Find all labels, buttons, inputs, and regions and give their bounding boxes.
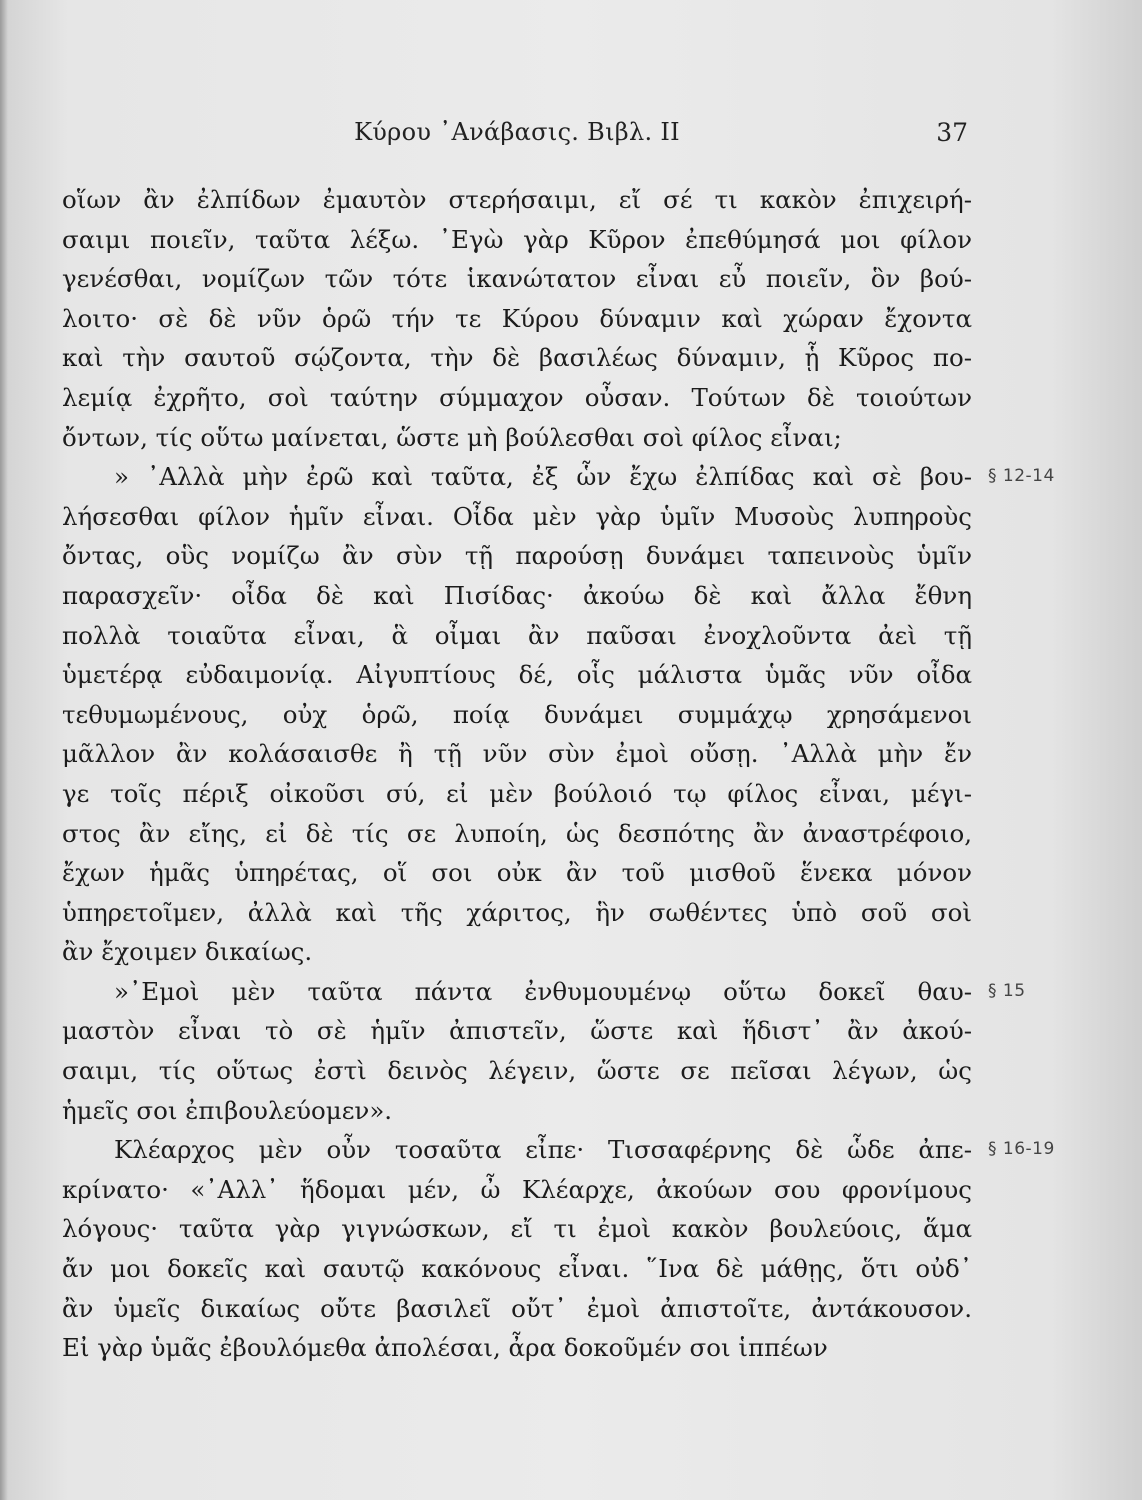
text-line: λοιτο· σὲ δὲ νῦν ὁρῶ τήν τε Κύρου δύναμιν καὶ χώραν ἔχοντα bbox=[62, 303, 972, 333]
text-line: ἂν ὑμεῖς δικαίως οὔτε βασιλεῖ οὔτ᾿ ἐμοὶ ἀπιστοῖτε, ἀντάκουσον. bbox=[62, 1293, 972, 1323]
text-line: ἄν μοι δοκεῖς καὶ σαυτῷ κακόνους εἶναι. ῞Ινα δὲ μάθῃς, ὅτι οὐδ᾿ bbox=[62, 1254, 972, 1284]
text-line: ἔχων ἡμᾶς ὑπηρέτας, οἵ σοι οὐκ ἂν τοῦ μισθοῦ ἕνεκα μόνον bbox=[62, 858, 972, 888]
text-line: λήσεσθαι φίλον ἡμῖν εἶναι. Οἶδα μὲν γὰρ ὑμῖν Μυσοὺς λυπηροὺς bbox=[62, 501, 972, 531]
text-line: γε τοῖς πέριξ οἰκοῦσι σύ, εἰ μὲν βούλοιό τῳ φίλος εἶναι, μέγι- bbox=[62, 778, 972, 808]
margin-note-section: § 16-19 bbox=[988, 1139, 1055, 1159]
text-line: κρίνατο· «᾿Αλλ᾿ ἥδομαι μέν, ὦ Κλέαρχε, ἀκούων σου φρονίμους bbox=[62, 1174, 972, 1204]
page-header bbox=[62, 118, 972, 154]
text-line: ὑμετέρᾳ εὐδαιμονίᾳ. Αἰγυπτίους δέ, οἷς μάλιστα ὑμᾶς νῦν οἶδα bbox=[62, 660, 972, 690]
text-line: μᾶλλον ἂν κολάσαισθε ἢ τῇ νῦν σὺν ἐμοὶ οὔσῃ. ᾿Αλλὰ μὴν ἔν bbox=[62, 739, 972, 769]
text-line: ὄντων, τίς οὕτω μαίνεται, ὥστε μὴ βούλεσθαι σοὶ φίλος εἶναι; bbox=[62, 422, 842, 452]
margin-note-section: § 12-14 bbox=[988, 466, 1055, 486]
text-line: παρασχεῖν· οἶδα δὲ καὶ Πισίδας· ἀκούω δὲ καὶ ἄλλα ἔθνη bbox=[62, 580, 972, 610]
running-title: Κύρου ᾿Ανάβασις. Βιβλ. II bbox=[354, 118, 680, 146]
text-line: ὑπηρετοῖμεν, ἀλλὰ καὶ τῆς χάριτος, ἣν σωθέντες ὑπὸ σοῦ σοὶ bbox=[62, 897, 972, 927]
paragraph bbox=[62, 1130, 972, 1368]
text-line: ἂν ἔχοιμεν δικαίως. bbox=[62, 937, 313, 967]
text-line: γενέσθαι, νομίζων τῶν τότε ἱκανώτατον εἶναι εὖ ποιεῖν, ὃν βού- bbox=[62, 264, 972, 294]
text-line: μαστὸν εἶναι τὸ σὲ ἡμῖν ἀπιστεῖν, ὥστε καὶ ἥδιστ᾿ ἂν ἀκού- bbox=[62, 1016, 972, 1046]
text-line: ὄντας, οὓς νομίζω ἂν σὺν τῇ παρούσῃ δυνάμει ταπεινοὺς ὑμῖν bbox=[62, 541, 972, 571]
paragraph bbox=[62, 457, 972, 972]
text-line: » ᾿Αλλὰ μὴν ἐρῶ καὶ ταῦτα, ἐξ ὧν ἔχω ἐλπίδας καὶ σὲ βου- bbox=[114, 462, 972, 492]
text-line: Κλέαρχος μὲν οὖν τοσαῦτα εἶπε· Τισσαφέρνης δὲ ὧδε ἀπε- bbox=[114, 1135, 972, 1165]
page-number: 37 bbox=[936, 118, 968, 147]
text-line: πολλὰ τοιαῦτα εἶναι, ἃ οἶμαι ἂν παῦσαι ἐνοχλοῦντα ἀεὶ τῇ bbox=[62, 620, 972, 650]
text-line: σαιμι, τίς οὕτως ἐστὶ δεινὸς λέγειν, ὥστε σε πεῖσαι λέγων, ὡς bbox=[62, 1056, 972, 1086]
page-body bbox=[62, 180, 972, 1368]
paragraph bbox=[62, 180, 972, 457]
text-line: τεθυμωμένους, οὐχ ὁρῶ, ποίᾳ δυνάμει συμμάχῳ χρησάμενοι bbox=[62, 699, 972, 729]
paragraph bbox=[62, 972, 972, 1130]
text-line: στος ἂν εἴης, εἰ δὲ τίς σε λυποίη, ὡς δεσπότης ἂν ἀναστρέφοιο, bbox=[62, 818, 972, 848]
text-line: »᾿Εμοὶ μὲν ταῦτα πάντα ἐνθυμουμένῳ οὕτω δοκεῖ θαυ- bbox=[114, 976, 972, 1006]
text-line: ἡμεῖς σοι ἐπιβουλεύομεν». bbox=[62, 1095, 393, 1125]
text-line: καὶ τὴν σαυτοῦ σῴζοντα, τὴν δὲ βασιλέως δύναμιν, ᾗ Κῦρος πο- bbox=[62, 343, 972, 373]
text-line: λεμίᾳ ἐχρῆτο, σοὶ ταύτην σύμμαχον οὖσαν. Τούτων δὲ τοιούτων bbox=[62, 382, 972, 412]
margin-note-section: § 15 bbox=[988, 981, 1026, 1001]
text-line: σαιμι ποιεῖν, ταῦτα λέξω. ᾿Εγὼ γὰρ Κῦρον ἐπεθύμησά μοι φίλον bbox=[62, 224, 972, 254]
text-line: οἵων ἂν ἐλπίδων ἐμαυτὸν στερήσαιμι, εἴ σέ τι κακὸν ἐπιχειρή- bbox=[62, 185, 972, 214]
text-line: λόγους· ταῦτα γὰρ γιγνώσκων, εἴ τι ἐμοὶ κακὸν βουλεύοις, ἅμα bbox=[62, 1214, 972, 1244]
text-line: Εἰ γὰρ ὑμᾶς ἐβουλόμεθα ἀπολέσαι, ἆρα δοκοῦμέν σοι ἱππέων bbox=[62, 1333, 828, 1363]
